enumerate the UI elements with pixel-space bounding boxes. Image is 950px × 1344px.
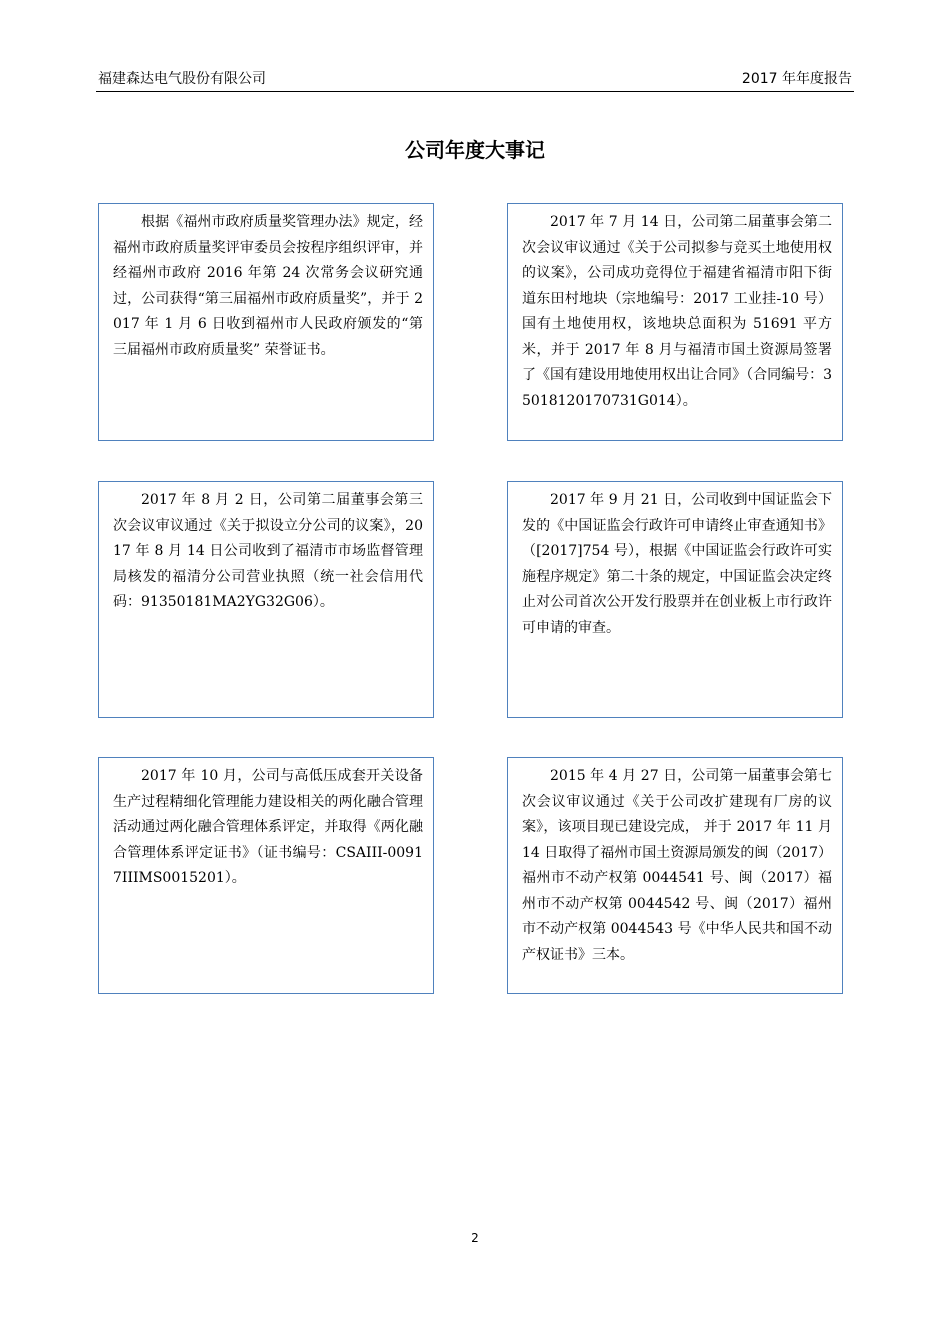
event-box-integration-certificate bbox=[98, 757, 434, 994]
header-report-title: 2017 年年度报告 bbox=[741, 71, 852, 87]
event-box-quality-award bbox=[98, 203, 434, 441]
event-text: 2017 年 7 月 14 日，公司第二届董事会第二次会议审议通过《关于公司拟参与竞买土地使用权的议案》，公司成功竞得位于福建省福清市阳下街道东田村地块（宗地编号：2017 工业挂-10 号）国有土地使用权，该地块总面积为 51691 平方米，并于 2017 年 8 月与福清市国土资源局签署了《国有建设用地使用权出让合同》（合同编号：35018120170731G014）。 bbox=[522, 214, 832, 409]
event-text: 2017 年 10 月，公司与高低压成套开关设备生产过程精细化管理能力建设相关的两化融合管理活动通过两化融合管理体系评定，并取得《两化融合管理体系评定证书》（证书编号：CSAIII-00917IIIMS0015201）。 bbox=[113, 768, 423, 886]
page-title: 公司年度大事记 bbox=[405, 138, 545, 162]
event-text: 2017 年 9 月 21 日，公司收到中国证监会下发的《中国证监会行政许可申请终止审查通知书》（[2017]754 号），根据《中国证监会行政许可实施程序规定》第二十条的规定，中国证监会决定终止对公司首次公开发行股票并在创业板上市行政许可申请的审查。 bbox=[522, 492, 832, 636]
page-number: 2 bbox=[471, 1231, 479, 1245]
header-company-name: 福建森达电气股份有限公司 bbox=[98, 71, 266, 87]
event-box-csrc-review bbox=[507, 481, 843, 718]
event-text: 2015 年 4 月 27 日，公司第一届董事会第七次会议审议通过《关于公司改扩建现有厂房的议案》，该项目现已建设完成， 并于 2017 年 11 月 14 日取得了福州市国土资源局颁发的闽（2017）福州市不动产权第 0044541 号、闽（2017）福州市不动产权第 0044542 号、闽（2017）福州市不动产权第 0044543 号《中华人民共和国不动产权证书》三本。 bbox=[522, 768, 832, 963]
event-box-branch-office bbox=[98, 481, 434, 718]
header-divider bbox=[96, 91, 854, 92]
event-box-property-certificates bbox=[507, 757, 843, 994]
event-text: 根据《福州市政府质量奖管理办法》规定，经福州市政府质量奖评审委员会按程序组织评审，并经福州市政府 2016 年第 24 次常务会议研究通过，公司获得“第三届福州市政府质量奖”，并于 2017 年 1 月 6 日收到福州市人民政府颁发的“第三届福州市政府质量奖” 荣誉证书。 bbox=[113, 214, 423, 358]
event-box-land-use-right bbox=[507, 203, 843, 441]
event-text: 2017 年 8 月 2 日，公司第二届董事会第三次会议审议通过《关于拟设立分公司的议案》，2017 年 8 月 14 日公司收到了福清市市场监督管理局核发的福清分公司营业执照（统一社会信用代码：91350181MA2YG32G06）。 bbox=[113, 492, 423, 610]
